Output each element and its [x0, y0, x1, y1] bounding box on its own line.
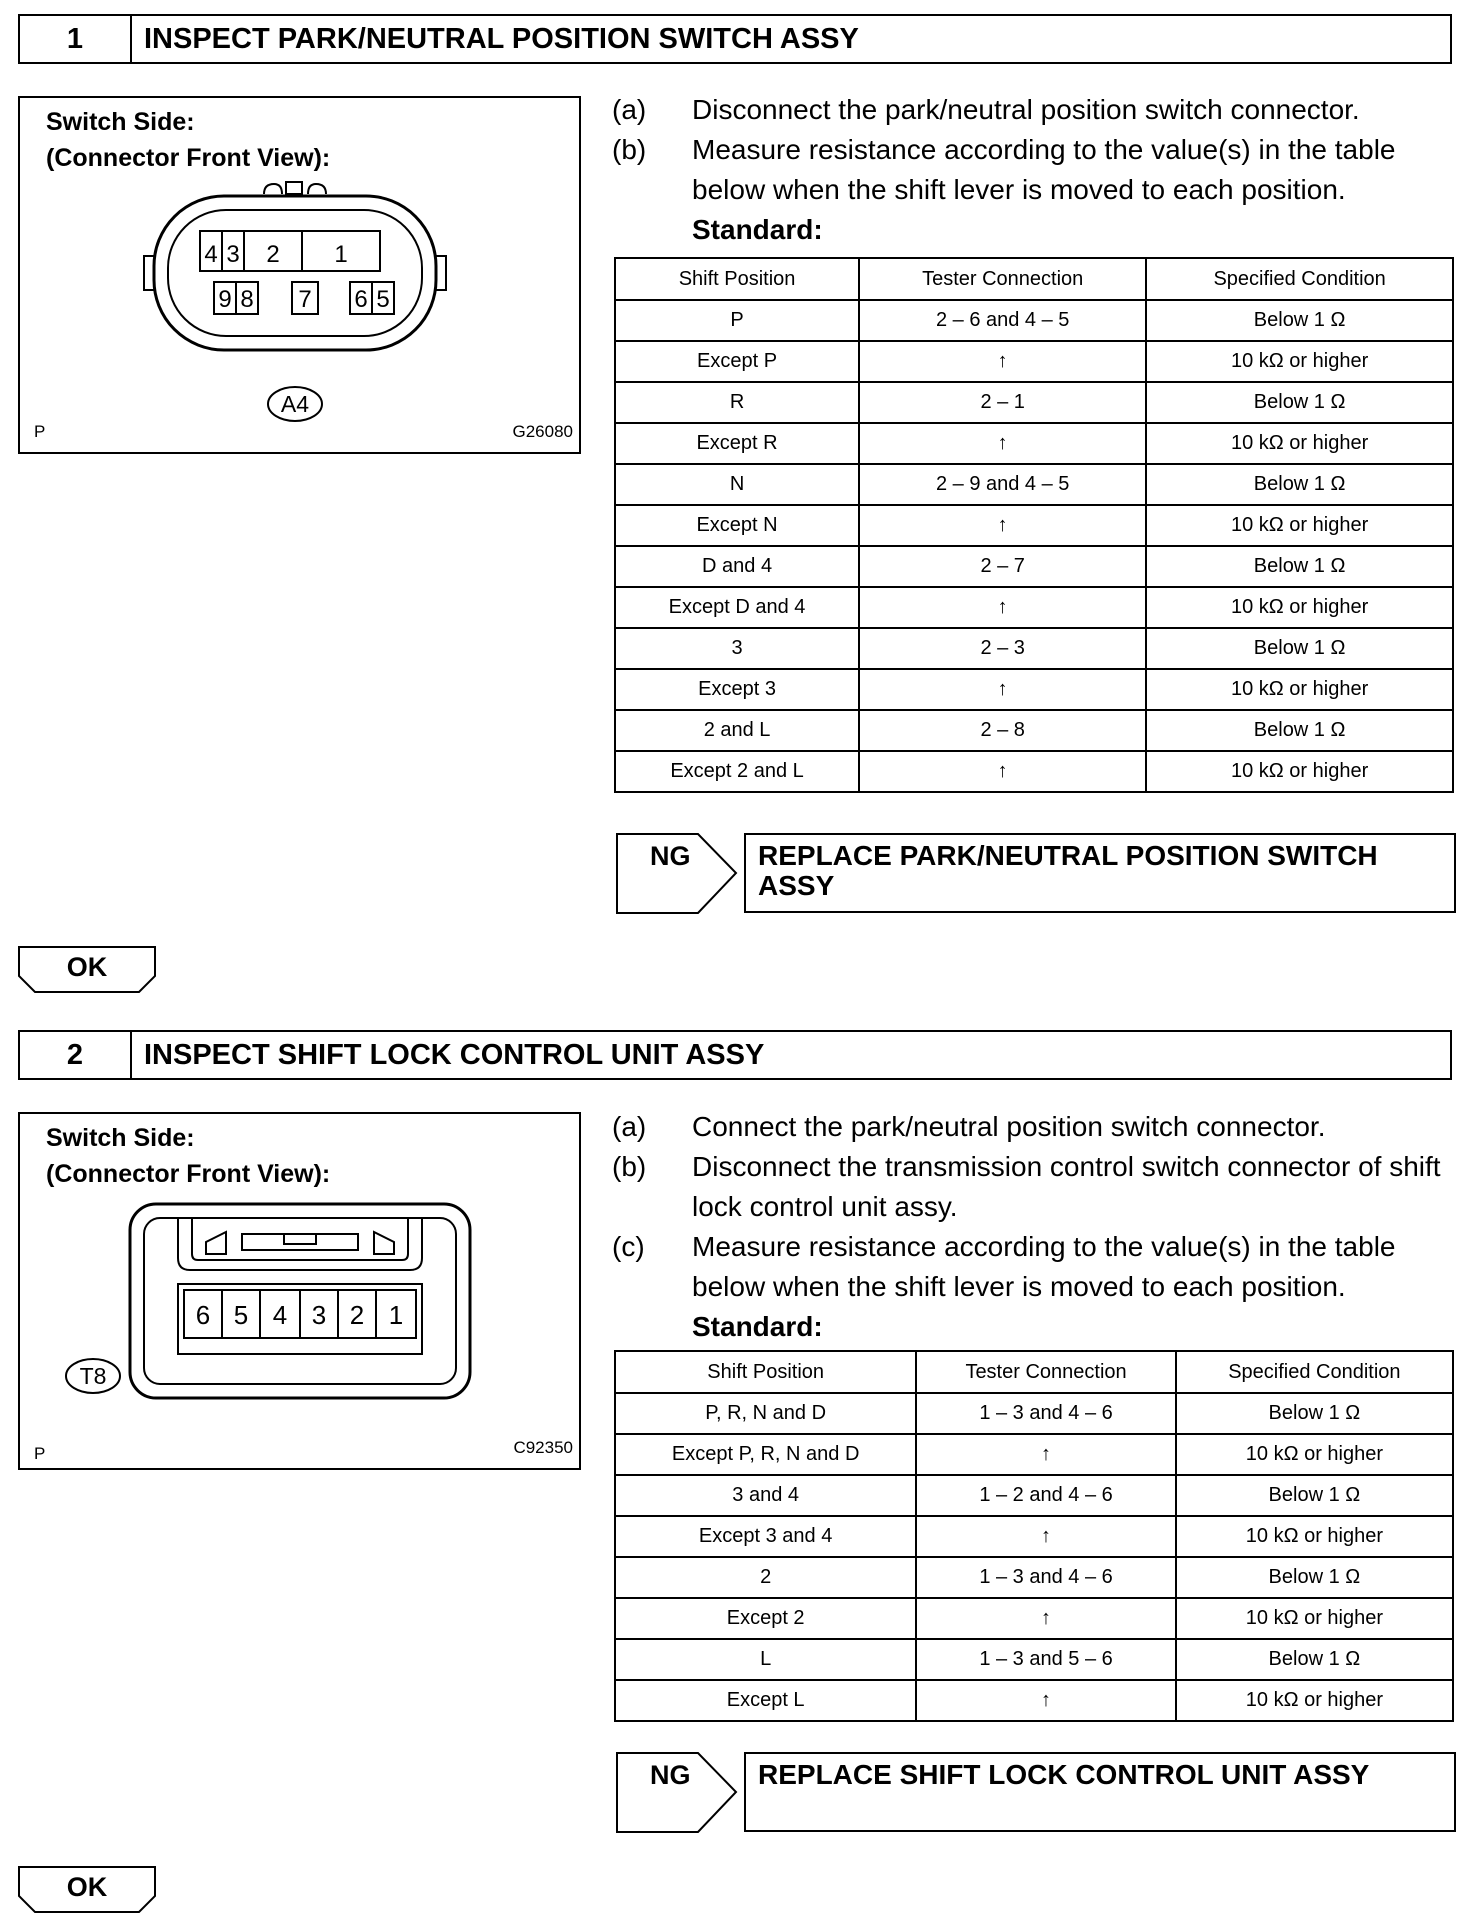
- tester-connection-cell: 2 – 7: [859, 546, 1146, 587]
- instruction-label: (a): [612, 1111, 647, 1142]
- instruction-item: [612, 1147, 1462, 1227]
- step-number: 1: [20, 16, 132, 62]
- table-row: [615, 1434, 1453, 1475]
- step-title: INSPECT SHIFT LOCK CONTROL UNIT ASSY: [144, 1038, 765, 1071]
- ok-label: OK: [66, 952, 108, 982]
- tester-connection-cell: ↑: [916, 1680, 1175, 1721]
- pin-label: 2: [266, 241, 280, 268]
- spec-table: [614, 257, 1454, 793]
- tester-connection-cell: ↑: [859, 423, 1146, 464]
- pin-label: 6: [195, 1300, 211, 1330]
- ng-action: REPLACE SHIFT LOCK CONTROL UNIT ASSY: [744, 1752, 1456, 1832]
- shift-position-cell: N: [615, 464, 859, 505]
- shift-position-cell: R: [615, 382, 859, 423]
- shift-position-cell: P: [615, 300, 859, 341]
- tester-connection-cell: ↑: [859, 341, 1146, 382]
- table-row: [615, 1598, 1453, 1639]
- tester-connection-cell: 1 – 2 and 4 – 6: [916, 1475, 1175, 1516]
- tester-connection-cell: ↑: [916, 1598, 1175, 1639]
- specified-condition-cell: 10 kΩ or higher: [1146, 505, 1453, 546]
- pin-label: 7: [298, 286, 312, 313]
- column-header: Tester Connection: [859, 258, 1146, 300]
- table-row: [615, 587, 1453, 628]
- instruction-label: (b): [612, 134, 647, 165]
- tester-connection-cell: 2 – 1: [859, 382, 1146, 423]
- ok-branch: [18, 946, 156, 992]
- tester-connection-cell: ↑: [859, 669, 1146, 710]
- tester-connection-cell: ↑: [916, 1434, 1175, 1475]
- figure-sublabel: (Connector Front View):: [46, 144, 331, 172]
- step-2-header: [18, 1030, 1452, 1080]
- column-header: Shift Position: [615, 1351, 916, 1393]
- table-row: [615, 382, 1453, 423]
- table-row: [615, 1639, 1453, 1680]
- step-1-instructions: [612, 90, 1462, 250]
- connector-t8-drawing: [20, 1114, 579, 1468]
- table-row: [615, 546, 1453, 587]
- specified-condition-cell: Below 1 Ω: [1146, 382, 1453, 423]
- pin-label: 4: [272, 1300, 288, 1330]
- pin-label: 8: [240, 286, 254, 313]
- specified-condition-cell: Below 1 Ω: [1176, 1475, 1453, 1516]
- shift-position-cell: Except 2: [615, 1598, 916, 1639]
- pin-label: 5: [376, 286, 390, 313]
- tester-connection-cell: ↑: [859, 751, 1146, 792]
- shift-position-cell: Except D and 4: [615, 587, 859, 628]
- column-header: Shift Position: [615, 258, 859, 300]
- shift-position-cell: Except L: [615, 1680, 916, 1721]
- table-header-row: [615, 258, 1453, 300]
- specified-condition-cell: 10 kΩ or higher: [1176, 1516, 1453, 1557]
- column-header: Specified Condition: [1146, 258, 1453, 300]
- table-row: [615, 341, 1453, 382]
- tester-connection-cell: 2 – 3: [859, 628, 1146, 669]
- instruction-item: [612, 1107, 1462, 1147]
- specified-condition-cell: Below 1 Ω: [1176, 1639, 1453, 1680]
- figure-corner-left: P: [34, 422, 46, 441]
- pin-label: 1: [334, 241, 348, 268]
- shift-position-cell: Except 3 and 4: [615, 1516, 916, 1557]
- specified-condition-cell: 10 kΩ or higher: [1146, 587, 1453, 628]
- shift-position-cell: 2 and L: [615, 710, 859, 751]
- shift-position-cell: Except P, R, N and D: [615, 1434, 916, 1475]
- figure-sublabel: (Connector Front View):: [46, 1160, 331, 1188]
- figure-label: Switch Side:: [46, 108, 195, 136]
- step-2-instructions: [612, 1107, 1462, 1347]
- step-number: 2: [20, 1032, 132, 1078]
- specified-condition-cell: Below 1 Ω: [1146, 300, 1453, 341]
- shift-position-cell: Except 3: [615, 669, 859, 710]
- standard-label: Standard:: [692, 214, 823, 245]
- pin-label: 3: [226, 241, 240, 268]
- specified-condition-cell: 10 kΩ or higher: [1146, 669, 1453, 710]
- instruction-text: Measure resistance according to the value(s) in the table below when the shift lever is moved to each position.: [692, 1231, 1396, 1302]
- pin-label: 5: [233, 1300, 249, 1330]
- specified-condition-cell: Below 1 Ω: [1146, 628, 1453, 669]
- shift-position-cell: Except R: [615, 423, 859, 464]
- connector-id: A4: [280, 391, 310, 417]
- table-row: [615, 1475, 1453, 1516]
- shift-position-cell: Except P: [615, 341, 859, 382]
- pin-label: 2: [349, 1300, 365, 1330]
- specified-condition-cell: Below 1 Ω: [1146, 546, 1453, 587]
- instruction-text: Measure resistance according to the value(s) in the table below when the shift lever is moved to each position.: [692, 134, 1396, 205]
- tester-connection-cell: 2 – 6 and 4 – 5: [859, 300, 1146, 341]
- table-row: [615, 1393, 1453, 1434]
- table-row: [615, 1557, 1453, 1598]
- specified-condition-cell: Below 1 Ω: [1176, 1557, 1453, 1598]
- step-title: INSPECT PARK/NEUTRAL POSITION SWITCH ASSY: [144, 22, 859, 55]
- standard-label: Standard:: [692, 1311, 823, 1342]
- instruction-text: Connect the park/neutral position switch connector.: [692, 1111, 1326, 1142]
- ng-branch: [616, 1752, 1456, 1832]
- connector-a4-drawing: [20, 98, 579, 452]
- specified-condition-cell: Below 1 Ω: [1146, 710, 1453, 751]
- instruction-label: (b): [612, 1151, 647, 1182]
- pin-label: 6: [354, 286, 368, 313]
- shift-position-cell: L: [615, 1639, 916, 1680]
- ng-label: NG: [650, 1760, 691, 1790]
- pin-label: 1: [388, 1300, 404, 1330]
- pin-label: 4: [204, 241, 218, 268]
- column-header: Tester Connection: [916, 1351, 1175, 1393]
- shift-position-cell: D and 4: [615, 546, 859, 587]
- tester-connection-cell: ↑: [859, 587, 1146, 628]
- table-row: [615, 464, 1453, 505]
- ok-branch: [18, 1866, 156, 1912]
- tester-connection-cell: ↑: [859, 505, 1146, 546]
- instruction-label: (c): [612, 1231, 645, 1262]
- table-row: [615, 751, 1453, 792]
- instruction-label: (a): [612, 94, 647, 125]
- figure-label: Switch Side:: [46, 1124, 195, 1152]
- table-header-row: [615, 1351, 1453, 1393]
- tester-connection-cell: 1 – 3 and 5 – 6: [916, 1639, 1175, 1680]
- table-row: [615, 669, 1453, 710]
- tester-connection-cell: ↑: [916, 1516, 1175, 1557]
- connector-id: T8: [79, 1363, 107, 1389]
- specified-condition-cell: Below 1 Ω: [1146, 464, 1453, 505]
- ng-branch: [616, 833, 1456, 913]
- table-row: [615, 710, 1453, 751]
- connector-figure-t8: [18, 1112, 581, 1470]
- specified-condition-cell: 10 kΩ or higher: [1176, 1434, 1453, 1475]
- specified-condition-cell: 10 kΩ or higher: [1146, 341, 1453, 382]
- table-row: [615, 423, 1453, 464]
- tester-connection-cell: 1 – 3 and 4 – 6: [916, 1393, 1175, 1434]
- ng-action: REPLACE PARK/NEUTRAL POSITION SWITCH ASSY: [744, 833, 1456, 913]
- step-1-header: [18, 14, 1452, 64]
- specified-condition-cell: 10 kΩ or higher: [1176, 1598, 1453, 1639]
- instruction-text: Disconnect the park/neutral position switch connector.: [692, 94, 1360, 125]
- pin-label: 9: [218, 286, 232, 313]
- shift-position-cell: Except 2 and L: [615, 751, 859, 792]
- connector-figure-a4: [18, 96, 581, 454]
- column-header: Specified Condition: [1176, 1351, 1453, 1393]
- tester-connection-cell: 1 – 3 and 4 – 6: [916, 1557, 1175, 1598]
- table-row: [615, 628, 1453, 669]
- spec-table: [614, 1350, 1454, 1722]
- tester-connection-cell: 2 – 8: [859, 710, 1146, 751]
- table-row: [615, 300, 1453, 341]
- specified-condition-cell: 10 kΩ or higher: [1146, 423, 1453, 464]
- figure-code: C92350: [513, 1438, 573, 1457]
- shift-position-cell: P, R, N and D: [615, 1393, 916, 1434]
- figure-code: G26080: [512, 422, 573, 441]
- instruction-item: [612, 130, 1462, 210]
- table-row: [615, 505, 1453, 546]
- specified-condition-cell: 10 kΩ or higher: [1176, 1680, 1453, 1721]
- specified-condition-cell: Below 1 Ω: [1176, 1393, 1453, 1434]
- specified-condition-cell: 10 kΩ or higher: [1146, 751, 1453, 792]
- shift-position-cell: 3: [615, 628, 859, 669]
- table-row: [615, 1680, 1453, 1721]
- shift-position-cell: 3 and 4: [615, 1475, 916, 1516]
- ng-label: NG: [650, 841, 691, 871]
- tester-connection-cell: 2 – 9 and 4 – 5: [859, 464, 1146, 505]
- figure-corner-left: P: [34, 1444, 46, 1463]
- instruction-item: [612, 90, 1462, 130]
- instruction-text: Disconnect the transmission control switch connector of shift lock control unit assy.: [692, 1151, 1441, 1222]
- shift-position-cell: Except N: [615, 505, 859, 546]
- table-row: [615, 1516, 1453, 1557]
- pin-label: 3: [311, 1300, 327, 1330]
- ok-label: OK: [66, 1872, 108, 1902]
- shift-position-cell: 2: [615, 1557, 916, 1598]
- instruction-item: [612, 1227, 1462, 1307]
